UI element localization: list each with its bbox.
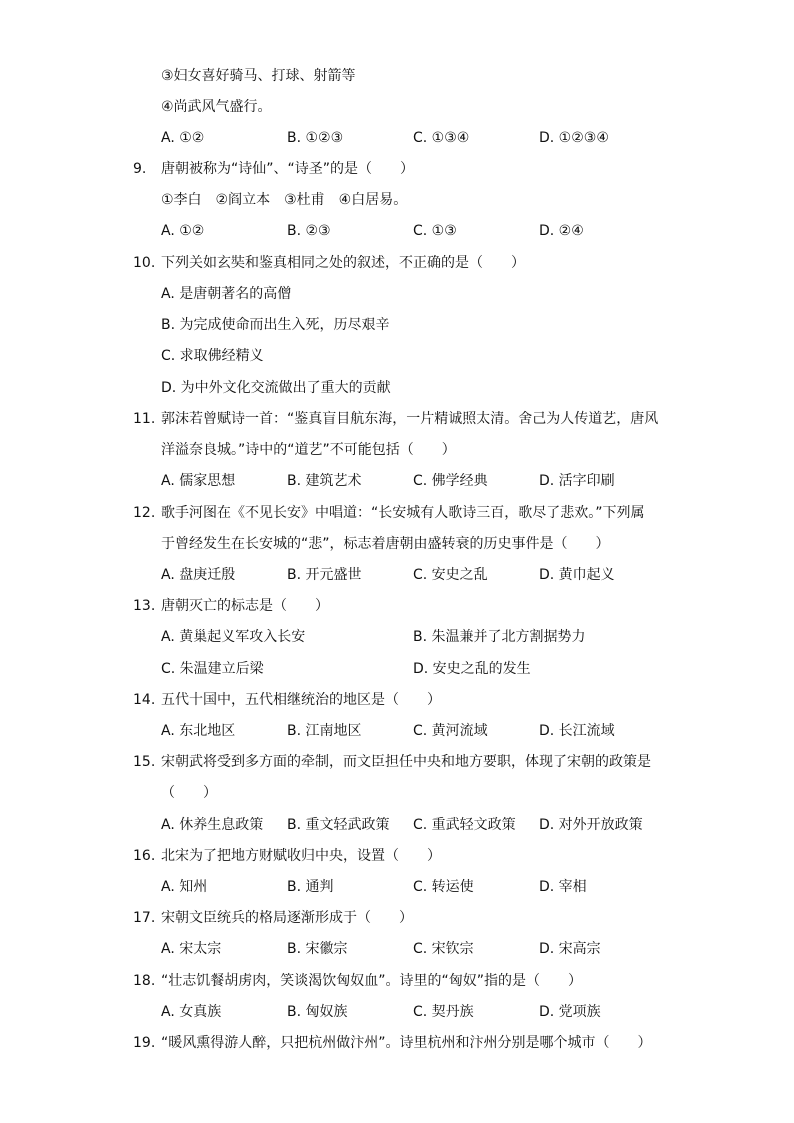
q9-option-b: B. ②③ [287,223,331,239]
q10-option-d: D. 为中外文化交流做出了重大的贡献 [161,380,391,396]
q13-option-a: A. 黄巢起义军攻入长安 [161,629,306,645]
q8-item-4: ④尚武风气盛行。 [161,99,272,115]
q18-option-d: D. 党项族 [539,1004,601,1020]
q12-option-d: D. 黄巾起义 [539,567,615,583]
q18-option-b: B. 匈奴族 [287,1004,348,1020]
q13-option-c: C. 朱温建立后梁 [161,661,264,677]
q16-stem: 北宋为了把地方财赋收归中央，设置（ ） [161,848,441,864]
q12-option-a: A. 盘庚迁殷 [161,567,236,583]
q15-option-b: B. 重文轻武政策 [287,817,390,833]
q9-stem: 唐朝被称为“诗仙”、“诗圣”的是（ ） [161,161,415,177]
q19-stem: “暖风熏得游人醉，只把杭州做汴州”。诗里杭州和汴州分别是哪个城市（ ） [161,1035,652,1051]
q18-option-c: C. 契丹族 [413,1004,474,1020]
q10-option-c: C. 求取佛经精义 [161,348,264,364]
q13-number: 13. [133,598,156,614]
q8-option-b: B. ①②③ [287,130,344,146]
q14-number: 14. [133,692,156,708]
q14-stem: 五代十国中，五代相继统治的地区是（ ） [161,692,441,708]
q14-option-d: D. 长江流域 [539,723,615,739]
q11-option-d: D. 活字印刷 [539,473,615,489]
q15-option-a: A. 休养生息政策 [161,817,264,833]
q15-option-d: D. 对外开放政策 [539,817,643,833]
q11-option-c: C. 佛学经典 [413,473,488,489]
q14-option-a: A. 东北地区 [161,723,236,739]
q17-stem: 宋朝文臣统兵的格局逐渐形成于（ ） [161,910,413,926]
q14-option-b: B. 江南地区 [287,723,362,739]
q15-stem-line1: 宋朝武将受到多方面的牵制，而文臣担任中央和地方要职，体现了宋朝的政策是 [161,754,651,770]
q12-option-c: C. 安史之乱 [413,567,488,583]
q13-option-d: D. 安史之乱的发生 [413,661,531,677]
q12-stem-line2: 于曾经发生在长安城的“悲”，标志着唐朝由盛转衰的历史事件是（ ） [161,536,610,552]
q17-option-c: C. 宋钦宗 [413,941,474,957]
q15-option-c: C. 重武轻文政策 [413,817,516,833]
q12-option-b: B. 开元盛世 [287,567,362,583]
q12-stem-line1: 歌手河图在《不见长安》中唱道：“长安城有人歌诗三百，歌尽了悲欢。”下列属 [161,505,645,521]
q10-number: 10. [133,255,156,271]
q10-option-a: A. 是唐朝著名的高僧 [161,286,292,302]
q16-option-c: C. 转运使 [413,879,474,895]
q11-stem-line1: 郭沫若曾赋诗一首：“鉴真盲目航东海，一片精诚照太清。舍己为人传道艺，唐风 [161,411,659,427]
q11-option-b: B. 建筑艺术 [287,473,362,489]
q9-number: 9. [133,161,147,177]
q13-option-b: B. 朱温兼并了北方割据势力 [413,629,586,645]
q9-option-d: D. ②④ [539,223,584,239]
q9-option-c: C. ①③ [413,223,457,239]
q11-stem-line2: 洋溢奈良城。”诗中的“道艺”不可能包括（ ） [161,442,456,458]
q8-option-d: D. ①②③④ [539,130,609,146]
q15-stem-line2: （ ） [161,785,217,801]
q9-items: ①李白 ②阎立本 ③杜甫 ④白居易。 [161,192,408,208]
q9-option-a: A. ①② [161,223,205,239]
q11-option-a: A. 儒家思想 [161,473,236,489]
q10-option-b: B. 为完成使命而出生入死，历尽艰辛 [161,317,390,333]
q17-option-a: A. 宋太宗 [161,941,222,957]
q16-number: 16. [133,848,156,864]
q18-stem: “壮志饥餐胡虏肉，笑谈渴饮匈奴血”。诗里的“匈奴”指的是（ ） [161,973,583,989]
q16-option-d: D. 宰相 [539,879,587,895]
q19-number: 19. [133,1035,156,1051]
q11-number: 11. [133,411,156,427]
q12-number: 12. [133,505,156,521]
q15-number: 15. [133,754,156,770]
q14-option-c: C. 黄河流域 [413,723,488,739]
q8-option-c: C. ①③④ [413,130,470,146]
q16-option-a: A. 知州 [161,879,208,895]
q16-option-b: B. 通判 [287,879,334,895]
q13-stem: 唐朝灭亡的标志是（ ） [161,598,329,614]
q8-item-3: ③妇女喜好骑马、打球、射箭等 [161,68,356,84]
q18-number: 18. [133,973,156,989]
q18-option-a: A. 女真族 [161,1004,222,1020]
q8-option-a: A. ①② [161,130,205,146]
q17-option-d: D. 宋高宗 [539,941,601,957]
q17-option-b: B. 宋徽宗 [287,941,348,957]
q10-stem: 下列关如玄奘和鉴真相同之处的叙述，不正确的是（ ） [161,255,525,271]
q17-number: 17. [133,910,156,926]
